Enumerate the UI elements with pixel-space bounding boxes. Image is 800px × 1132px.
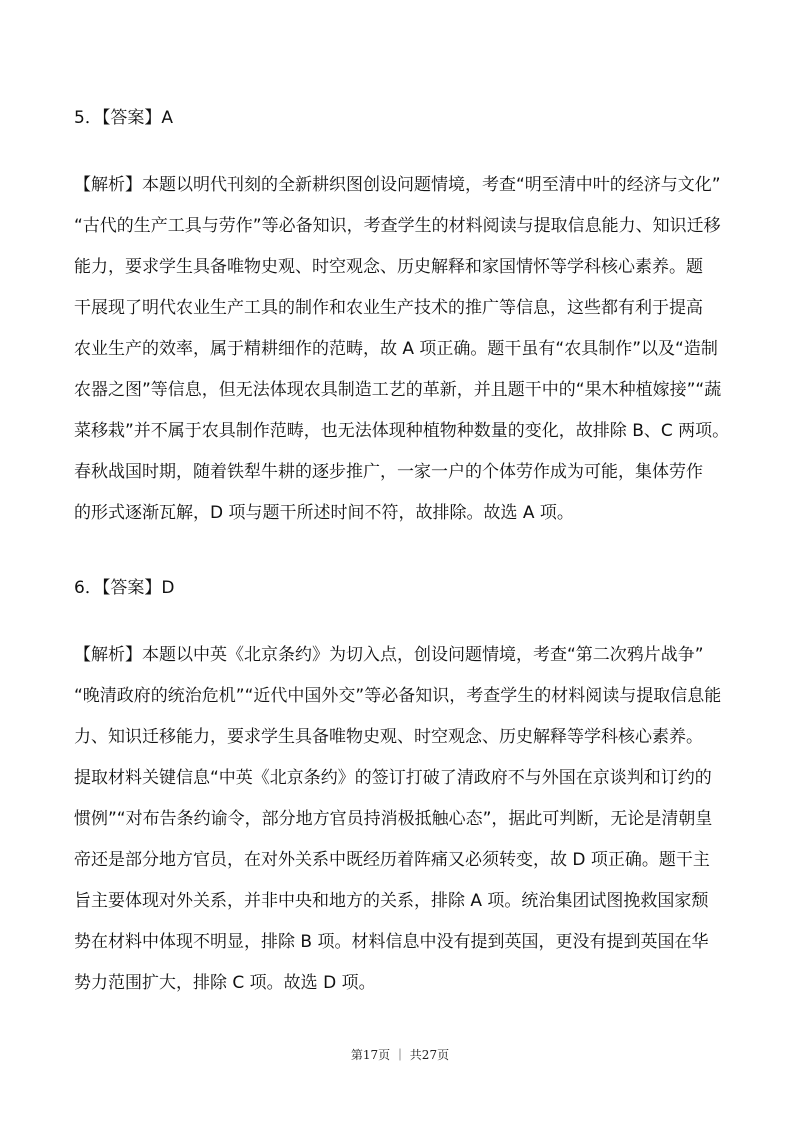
q6-analysis-line: “晚清政府的统治危机”“近代中国外交”等必备知识，考查学生的材料阅读与提取信息能	[74, 686, 722, 706]
q5-analysis-line: 的形式逐渐瓦解，D 项与题干所述时间不符，故排除。故选 A 项。	[74, 503, 574, 523]
q5-analysis-line: “古代的生产工具与劳作”等必备知识，考查学生的材料阅读与提取信息能力、知识迁移	[74, 216, 721, 236]
q6-analysis-line: 【解析】本题以中英《北京条约》为切入点，创设问题情境，考查“第二次鸦片战争”	[74, 645, 704, 665]
q6-analysis-line: 力、知识迁移能力，要求学生具备唯物史观、时空观念、历史解释等学科核心素养。	[74, 727, 703, 747]
q6-analysis-line: 势在材料中体现不明显，排除 B 项。材料信息中没有提到英国，更没有提到英国在华	[74, 932, 709, 952]
q6-analysis-line: 惯例”“对布告条约谕令，部分地方官员持消极抵触心态”，据此可判断，无论是清朝皇	[74, 809, 713, 829]
q5-analysis-line: 能力，要求学生具备唯物史观、时空观念、历史解释和家国情怀等学科核心素养。题	[74, 257, 703, 277]
q5-analysis-line: 干展现了明代农业生产工具的制作和农业生产技术的推广等信息，这些都有利于提高	[74, 298, 703, 318]
q6-analysis-line: 帝还是部分地方官员，在对外关系中既经历着阵痛又必须转变，故 D 项正确。题干主	[74, 850, 710, 870]
q5-analysis-line: 菜移栽”并不属于农具制作范畴，也无法体现种植物种数量的变化，故排除 B、C 两项。	[74, 421, 730, 441]
q5-analysis-line: 春秋战国时期，随着铁犁牛耕的逐步推广，一家一户的个体劳作成为可能，集体劳作	[74, 462, 703, 482]
question-5-answer-heading: 5．【答案】A	[74, 108, 173, 128]
q6-analysis-line: 势力范围扩大，排除 C 项。故选 D 项。	[74, 973, 376, 993]
q5-analysis-line: 【解析】本题以明代刊刻的全新耕织图创设问题情境，考查“明至清中叶的经济与文化”	[74, 175, 721, 195]
q5-analysis-line: 农器之图”等信息，但无法体现农具制造工艺的革新，并且题干中的“果木种植嫁接”“蔬	[74, 380, 722, 400]
question-6-answer-heading: 6．【答案】D	[74, 578, 175, 598]
q6-analysis-line: 提取材料关键信息“中英《北京条约》的签订打破了清政府不与外国在京谈判和订约的	[74, 768, 712, 788]
page-number-footer: 第17页 ｜ 共27页	[350, 1048, 450, 1062]
q5-analysis-line: 农业生产的效率，属于精耕细作的范畴，故 A 项正确。题干虽有“农具制作”以及“造制	[74, 339, 718, 359]
q6-analysis-line: 旨主要体现对外关系，并非中央和地方的关系，排除 A 项。统治集团试图挽救国家颓	[74, 891, 709, 911]
